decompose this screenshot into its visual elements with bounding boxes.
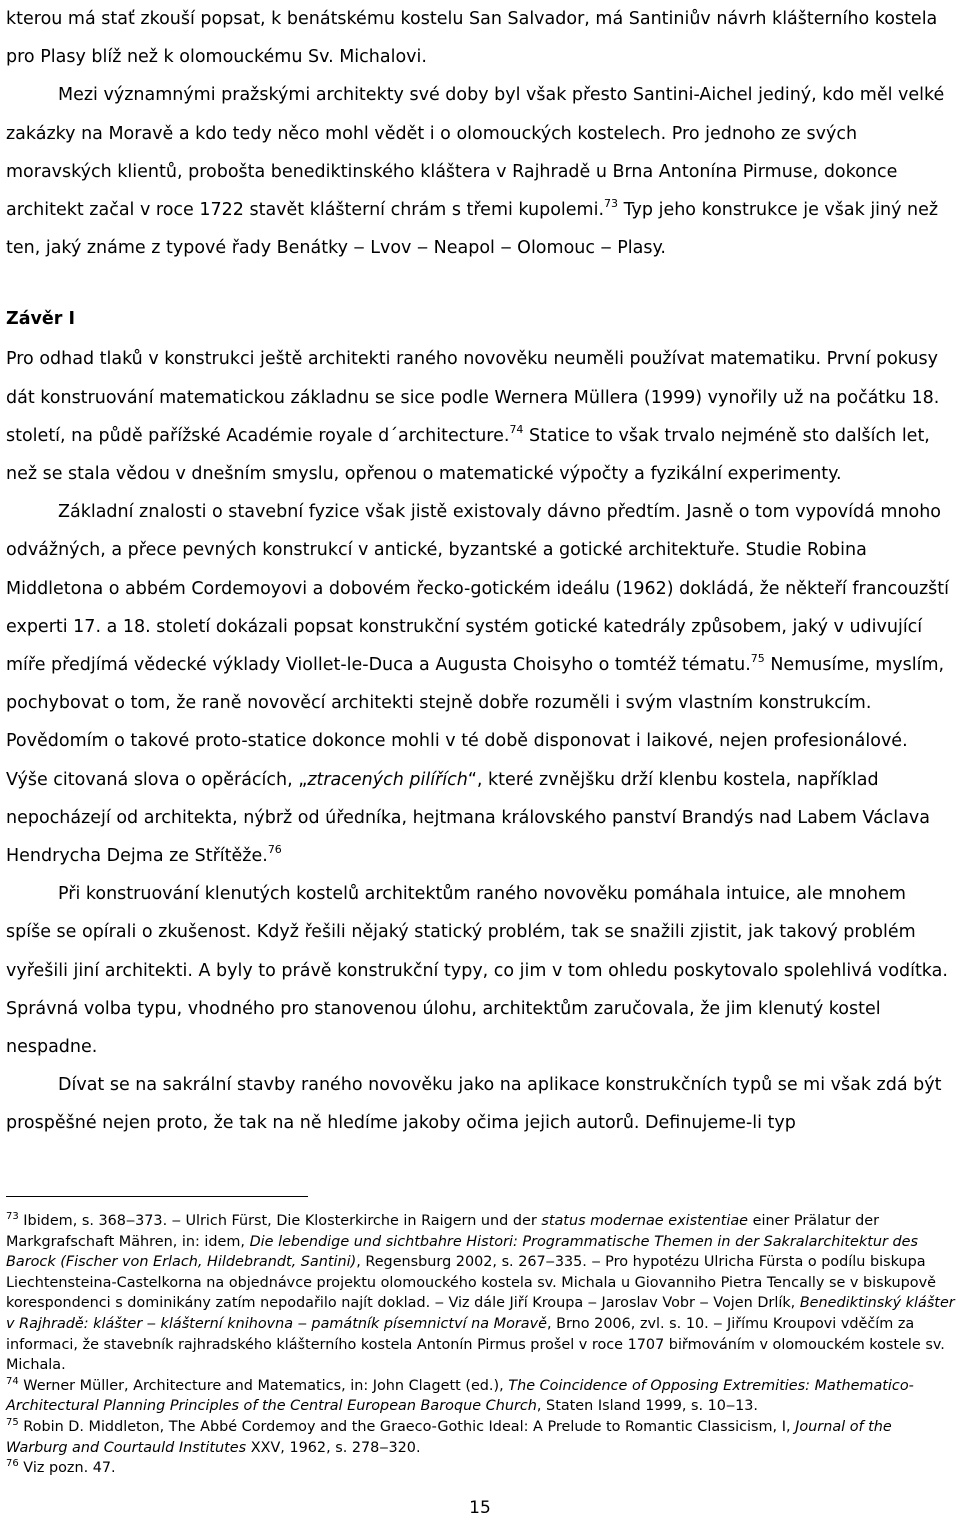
footnote-74 [6,1376,956,1417]
footnote-76 [6,1458,956,1479]
footnote-73 [6,1211,956,1376]
footnote-italic: Die lebendige und sichtbahre Histori: Programmatische Themen in der Sakralarchitektur des Barock (Fischer von Erlach, Hildebrandt, Santini) [6,1233,918,1271]
paragraph-5-text: Při konstruování klenutých kostelů architektům raného novověku pomáhala intuice, ale mnohem spíše se opírali o zkušenost. Když řešili nějaký statický problém, tak se snažili zjistit, jak takový problém vyřešili jiní architekti. A byly to právě konstrukční typy, co jim v tom ohledu poskytovalo spolehlivá vodítka. Správná volba typu, vhodného pro stanovenou úlohu, architektům zaručovala, že jim klenutý kostel nespadne. [6,884,948,1058]
footnote-text: Robin D. Middleton, The Abbé Cordemoy and the Graeco-Gothic Ideal: A Prelude to Romantic Classicism, I, [18,1418,796,1435]
footnote-text: Werner Müller, Architecture and Matematics, in: John Clagett (ed.), [18,1377,509,1394]
footnote-ref-74[interactable]: 74 [509,422,524,436]
paragraph-2-text: Mezi významnými pražskými architekty své doby byl však přesto Santini-Aichel jediný, kdo měl velké zakázky na Moravě a kdo tedy něco mohl vědět i o olomouckých kostelech. Pro jednoho ze svých moravských klientů, probošta benediktinského kláštera v Rajhradě u Brna Antonína Pirmuse, dokonce architekt začal v roce 1722 stavět klášterní chrám s třemi kupolemi. [6,85,945,221]
footnotes [6,1196,956,1479]
paragraph-2-text-cont: Typ jeho konstrukce je však jiný než ten, jaký známe z typové řady Benátky ‒ Lvov ‒ Neapol ‒ Olomouc ‒ Plasy. [6,200,939,259]
page-body [6,0,954,1143]
footnote-ref-76[interactable]: 76 [267,843,282,857]
footnote-text: , Staten Island 1999, s. 10‒13. [536,1398,759,1415]
paragraph-4-italic: ztracených pilířích [307,769,468,790]
footnote-number: 74 [6,1375,19,1387]
footnote-number: 73 [6,1211,19,1222]
page-number: 15 [469,1498,491,1518]
footnote-ref-73[interactable]: 73 [604,197,619,211]
paragraph-3-text-cont: Statice to však trvalo nejméně sto dalších let, než se stala vědou v dnešním smyslu, opřenou o matematické výpočty a fyzikální experimenty. [6,425,930,485]
paragraph-1 [6,0,954,76]
footnote-75 [6,1417,956,1458]
paragraph-4 [6,493,954,875]
paragraph-6 [6,1066,954,1142]
footnote-number: 76 [6,1458,19,1470]
paragraph-4-text-end: “, které zvnějšku drží klenbu kostela, například nepocházejí od architekta, nýbrž od úředníka, hejtmana královského panství Brandýs nad Labem Václava Hendrycha Dejma ze Střítěže. [6,769,930,867]
paragraph-3 [6,340,954,493]
paragraph-2 [6,76,954,267]
footnote-italic: status modernae existentiae [541,1213,749,1229]
footnote-number: 75 [6,1416,19,1428]
paragraph-1-text: kterou má stať zkouší popsat, k benátskému kostelu San Salvador, má Santiniův návrh klášterního kostela pro Plasy blíž než k olomouckému Sv. Michalovi. [6,9,938,68]
footnote-italic: Journal of the Warburg and Courtauld Institutes [6,1418,892,1456]
paragraph-4-text: Základní znalosti o stavební fyzice však jistě existovaly dávno předtím. Jasně o tom vypovídá mnoho odvážných, a přece pevných konstrukcí v antické, byzantské a gotické architektuře. Studie Robina Middletona o abbém Cordemoyovi a dobovém řecko-gotickém ideálu (1962) dokládá, že někteří francouzští experti 17. a 18. století dokázali popsat konstrukční systém gotické katedrály způsobem, jaký v udivující míře předjímá vědecké výklady Viollet-le-Duca a Augusta Choisyho o tomtéž tématu. [6,502,949,676]
paragraph-3-text: Pro odhad tlaků v konstrukci ještě architekti raného novověku neuměli používat matematiku. První pokusy dát konstruování matematickou základnu se sice podle Wernera Müllera (1999) vynořily už na počátku 18. století, na půdě pařížské Académie royale d´architecture. [6,349,940,446]
footnote-text: , Brno 2006, zvl. s. 10. ‒ Jiřímu Kroupovi vděčím za informaci, že stavebník rajhradského klášterního kostela Antonín Pirmus prošel v roce 1707 biřmováním v olomouckém kostele sv. Michala. [6,1315,945,1374]
paragraph-6-text: Dívat se na sakrální stavby raného novověku jako na aplikace konstrukčních typů se mi však zdá být prospěšné nejen proto, že tak na ně hledíme jakoby očima jejich autorů. Definujeme-li typ [6,1075,942,1134]
footnote-text: XXV, 1962, s. 278‒320. [246,1439,421,1456]
footnote-italic: Benediktinský klášter v Rajhradě: klášter ‒ klášterní knihovna ‒ památník písemnictví na Moravě [6,1295,955,1332]
footnote-italic: The Coincidence of Opposing Extremities: Mathematico-Architectural Planning Principles of the Central European Baroque Church [6,1377,914,1415]
footnote-text: einer Prälatur der Markgrafschaft Mähren, in: idem, [6,1213,880,1250]
footnote-text: Viz pozn. 47. [18,1460,116,1477]
section-heading: Závěr I [6,309,76,330]
footnote-text: Ibidem, s. 368‒373. ‒ Ulrich Fürst, Die Klosterkirche in Raigern und der [18,1213,542,1229]
paragraph-5 [6,875,954,1066]
footnote-ref-75[interactable]: 75 [750,652,765,666]
footnote-separator [6,1196,308,1197]
footnote-text: , Regensburg 2002, s. 267‒335. ‒ Pro hypotézu Ulricha Fürsta o podílu biskupa Liechtensteina-Castelkorna na objednávce projektu olomouckého kostela sv. Michala u Giovanniho Pietra Tencally se v biskupově korespondenci s dominikány zatím nepodařilo najít doklad. ‒ Viz dále Jiří Kroupa ‒ Jaroslav Vobr ‒ Vojen Drlík, [6,1254,936,1312]
paragraph-4-text-cont: Nemusíme, myslím, pochybovat o tom, že raně novověcí architekti stejně dobře rozuměli i svým vlastním konstrukcím. Povědomím o takové proto-statice dokonce mohli v té době disponovat i laikové, nejen profesionálové. Výše citovaná slova o opěrácích, „ [6,655,945,790]
main-text [6,0,954,1143]
